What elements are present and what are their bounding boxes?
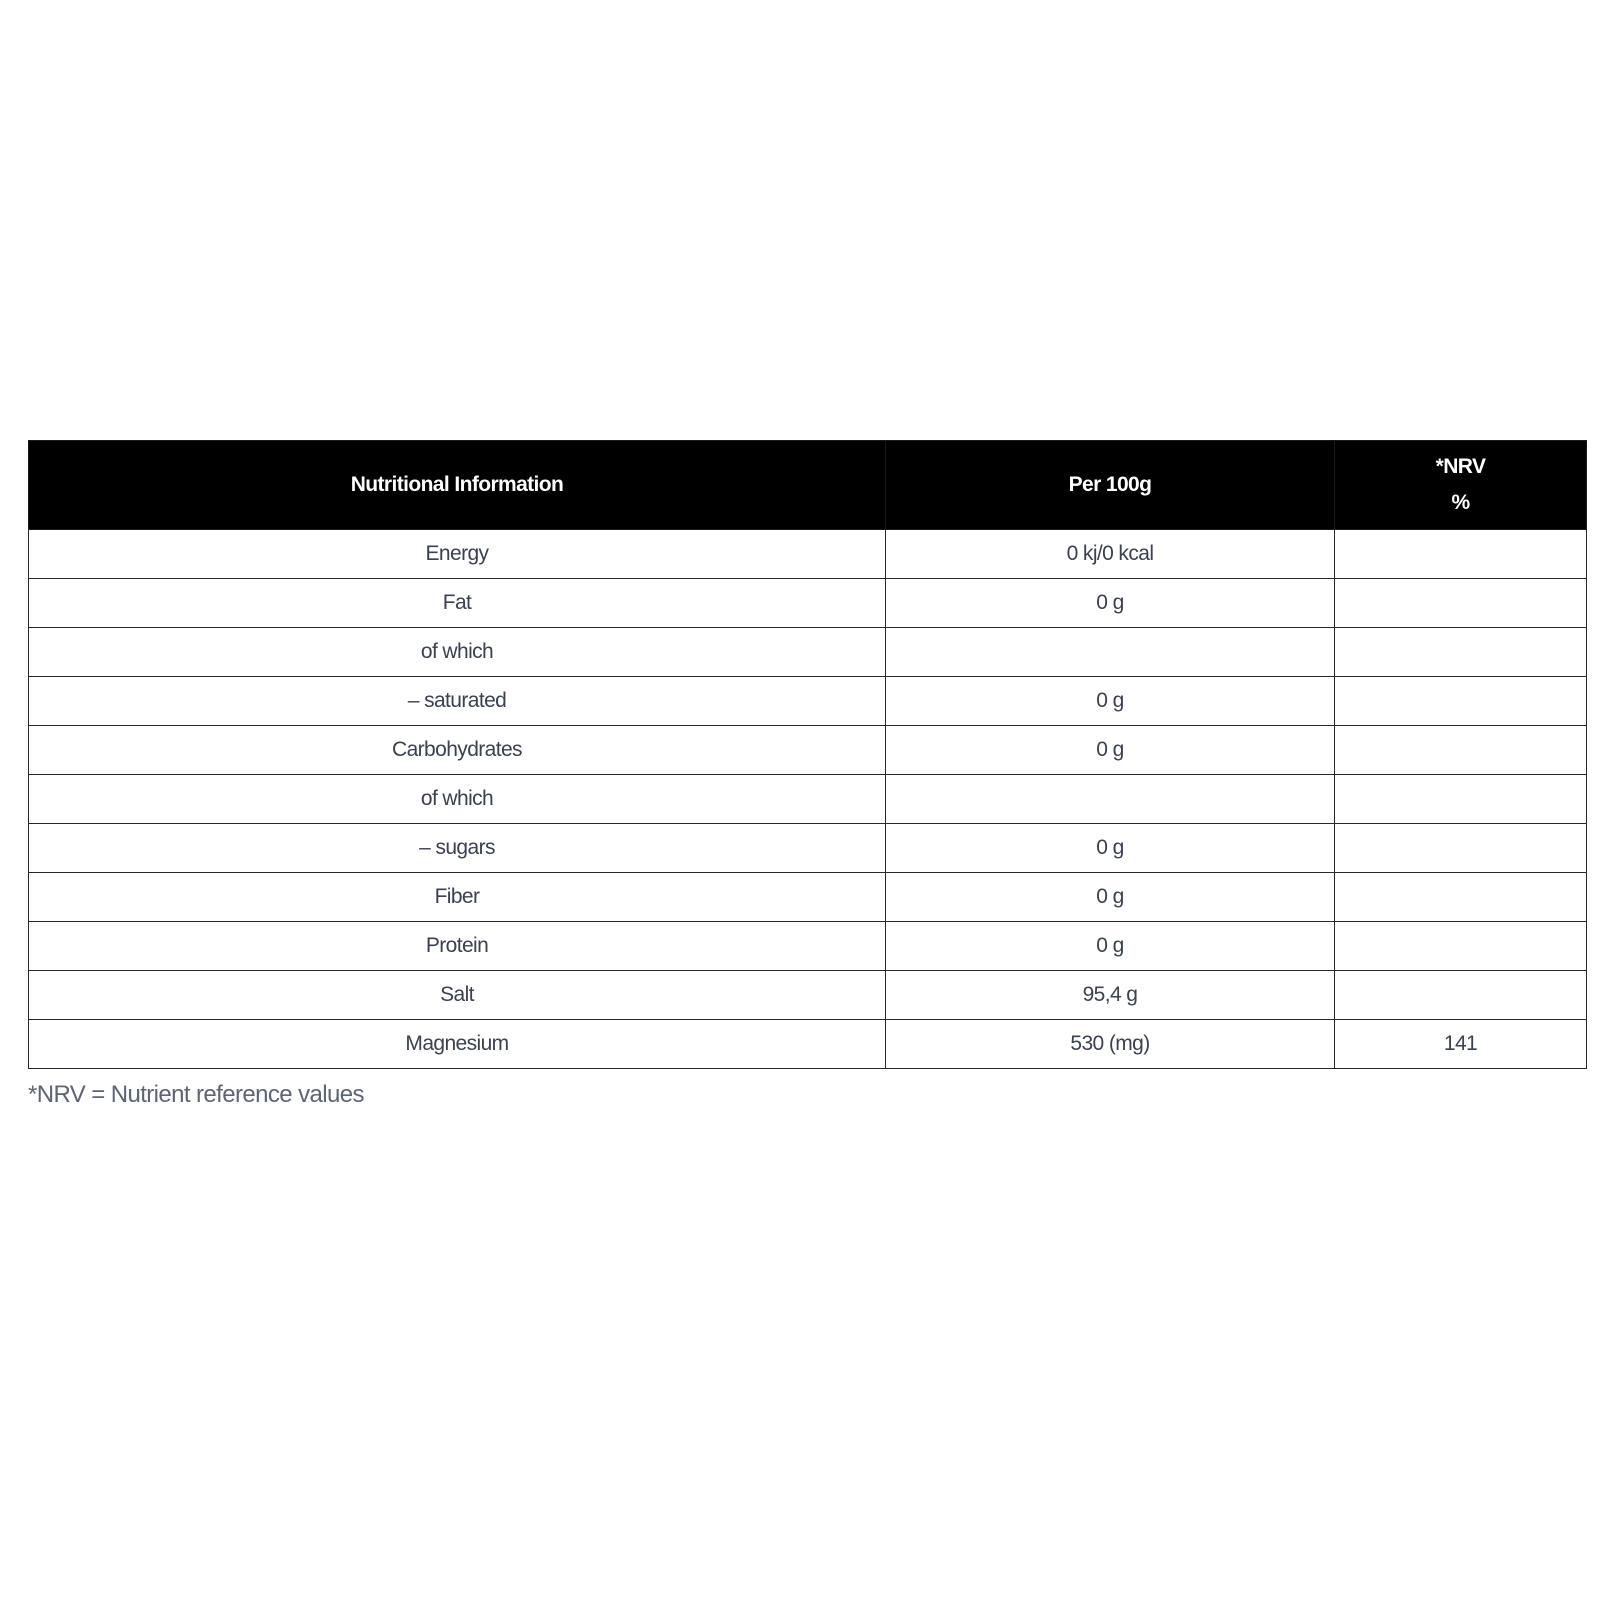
table-row [29,726,1587,775]
nutrient-name: – saturated [29,677,886,726]
header-nrv-line2: % [1451,491,1470,514]
table-row [29,824,1587,873]
nutrient-nrv [1335,530,1587,579]
table-row [29,1020,1587,1069]
nutrient-name: Fat [29,579,886,628]
header-per-100g: Per 100g [886,441,1335,530]
table-row [29,628,1587,677]
nutrient-nrv [1335,971,1587,1020]
nrv-footnote: *NRV = Nutrient reference values [28,1081,364,1108]
table-row [29,530,1587,579]
nutrient-per100 [886,628,1335,677]
nutrient-name: of which [29,775,886,824]
nutrient-per100: 0 g [886,726,1335,775]
nutrient-per100: 530 (mg) [886,1020,1335,1069]
header-nrv [1335,441,1587,530]
nutrient-nrv [1335,726,1587,775]
nutrient-name: Energy [29,530,886,579]
nutrient-name: of which [29,628,886,677]
nutrient-per100: 0 g [886,824,1335,873]
nutrient-nrv: 141 [1335,1020,1587,1069]
nutrient-name: Protein [29,922,886,971]
nutrient-name: Carbohydrates [29,726,886,775]
table-row [29,971,1587,1020]
nutrient-per100: 0 kj/0 kcal [886,530,1335,579]
nutrient-name: Magnesium [29,1020,886,1069]
nutrient-nrv [1335,677,1587,726]
table-row [29,922,1587,971]
table-row [29,775,1587,824]
nutrient-name: Salt [29,971,886,1020]
nutrient-name: – sugars [29,824,886,873]
table-header-row [29,441,1587,530]
nutrient-nrv [1335,628,1587,677]
nutrient-nrv [1335,579,1587,628]
nutrient-name: Fiber [29,873,886,922]
nutrition-panel [28,440,1586,1109]
nutrient-per100: 0 g [886,922,1335,971]
nutrient-per100: 95,4 g [886,971,1335,1020]
header-nutritional-information: Nutritional Information [29,441,886,530]
header-nrv-line1: *NRV [1435,455,1486,478]
nutrient-per100: 0 g [886,677,1335,726]
nutrient-nrv [1335,775,1587,824]
table-row [29,677,1587,726]
nutrient-per100: 0 g [886,579,1335,628]
nutrient-per100 [886,775,1335,824]
nutrient-nrv [1335,873,1587,922]
nutrition-table [28,440,1587,1069]
nutrient-per100: 0 g [886,873,1335,922]
table-row [29,873,1587,922]
table-row [29,579,1587,628]
nutrient-nrv [1335,824,1587,873]
nutrient-nrv [1335,922,1587,971]
